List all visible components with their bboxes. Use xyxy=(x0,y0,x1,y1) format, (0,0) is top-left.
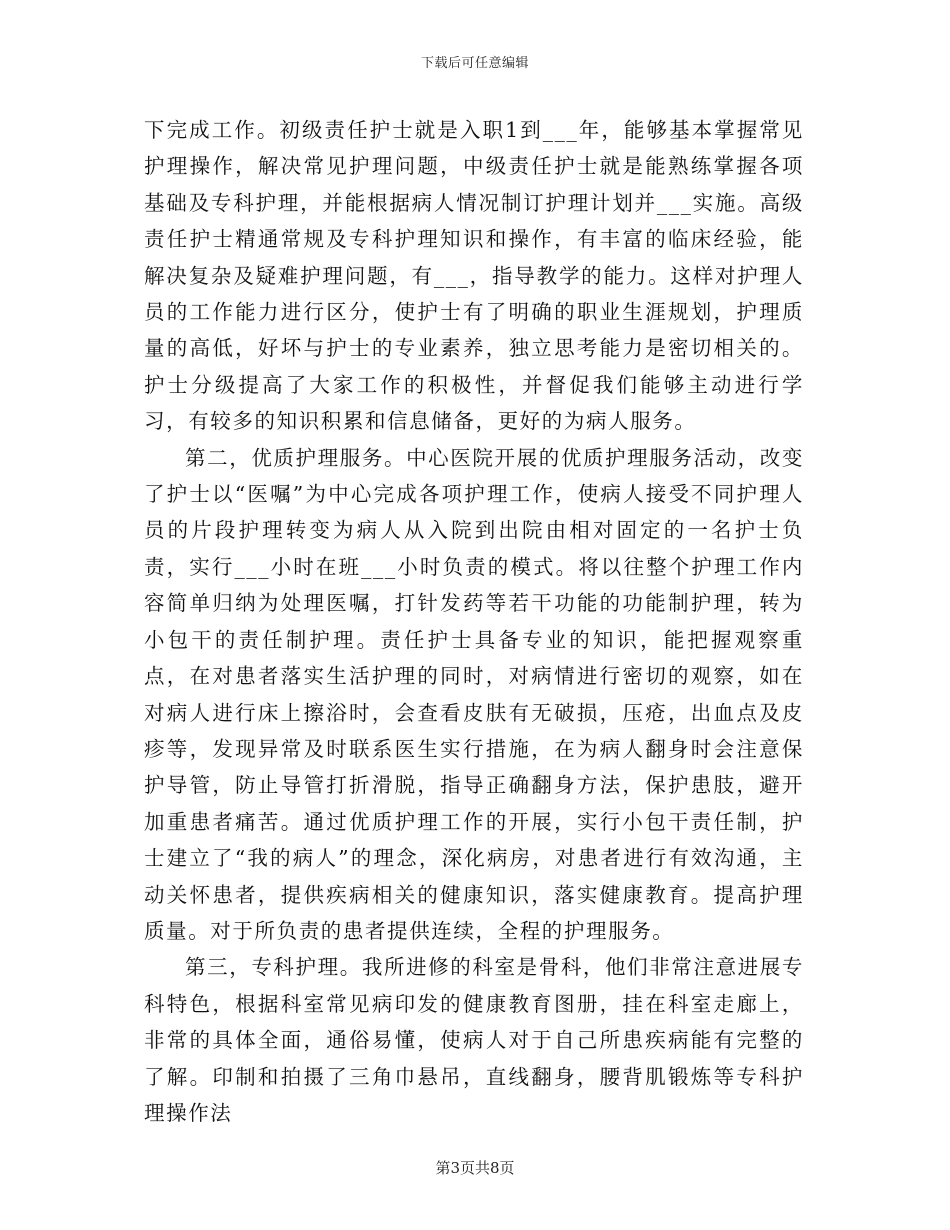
page-header: 下载后可任意编辑 xyxy=(420,56,529,71)
paragraph-continuation: 下完成工作。初级责任护士就是入职1到___年，能够基本掌握常见护理操作，解决常见护理问题，中级责任护士就是能熟练掌握各项基础及专科护理，并能根据病人情况制订护理计划并___实施。高级责任护士精通常规及专科护理知识和操作，有丰富的临床经验，能解决复杂及疑难护理问题，有___，指导教学的能力。这样对护理人员的工作能力进行区分，使护士有了明确的职业生涯规划，护理质量的高低，好坏与护士的专业素养，独立思考能力是密切相关的。护士分级提高了大家工作的积极性，并督促我们能够主动进行学习，有较多的知识积累和信息储备，更好的为病人服务。 xyxy=(144,118,804,434)
page-number: 第3页共8页 xyxy=(435,1159,515,1177)
paragraph-quality-care: 第二，优质护理服务。中心医院开展的优质护理服务活动，改变了护士以“医嘱”为中心完成各项护理工作，使病人接受不同护理人员的片段护理转变为病人从入院到出院由相对固定的一名护士负责，实行___小时在班___小时负责的模式。将以往整个护理工作内容简单归纳为处理医嘱，打针发药等若干功能的功能制护理，转为小包干的责任制护理。责任护士具备专业的知识，能把握观察重点，在对患者落实生活护理的同时，对病情进行密切的观察，如在对病人进行床上擦浴时，会查看皮肤有无破损，压疮，出血点及皮疹等，发现异常及时联系医生实行措施，在为病人翻身时会注意保护导管，防止导管打折滑脱，指导正确翻身方法，保护患肢，避开加重患者痛苦。通过优质护理工作的开展，实行小包干责任制，护士建立了“我的病人”的理念，深化病房，对患者进行有效沟通，主动关怀患者，提供疾病相关的健康知识，落实健康教育。提高护理质量。对于所负责的患者提供连续，全程的护理服务。 xyxy=(144,445,804,943)
document-body xyxy=(144,112,804,1131)
paragraph-specialty-care: 第三，专科护理。我所进修的科室是骨科，他们非常注意进展专科特色，根据科室常见病印发的健康教育图册，挂在科室走廊上，非常的具体全面，通俗易懂，使病人对于自己所患疾病能有完整的了解。印制和拍摄了三角巾悬吊，直线翻身，腰背肌锻炼等专科护理操作法 xyxy=(144,955,804,1125)
